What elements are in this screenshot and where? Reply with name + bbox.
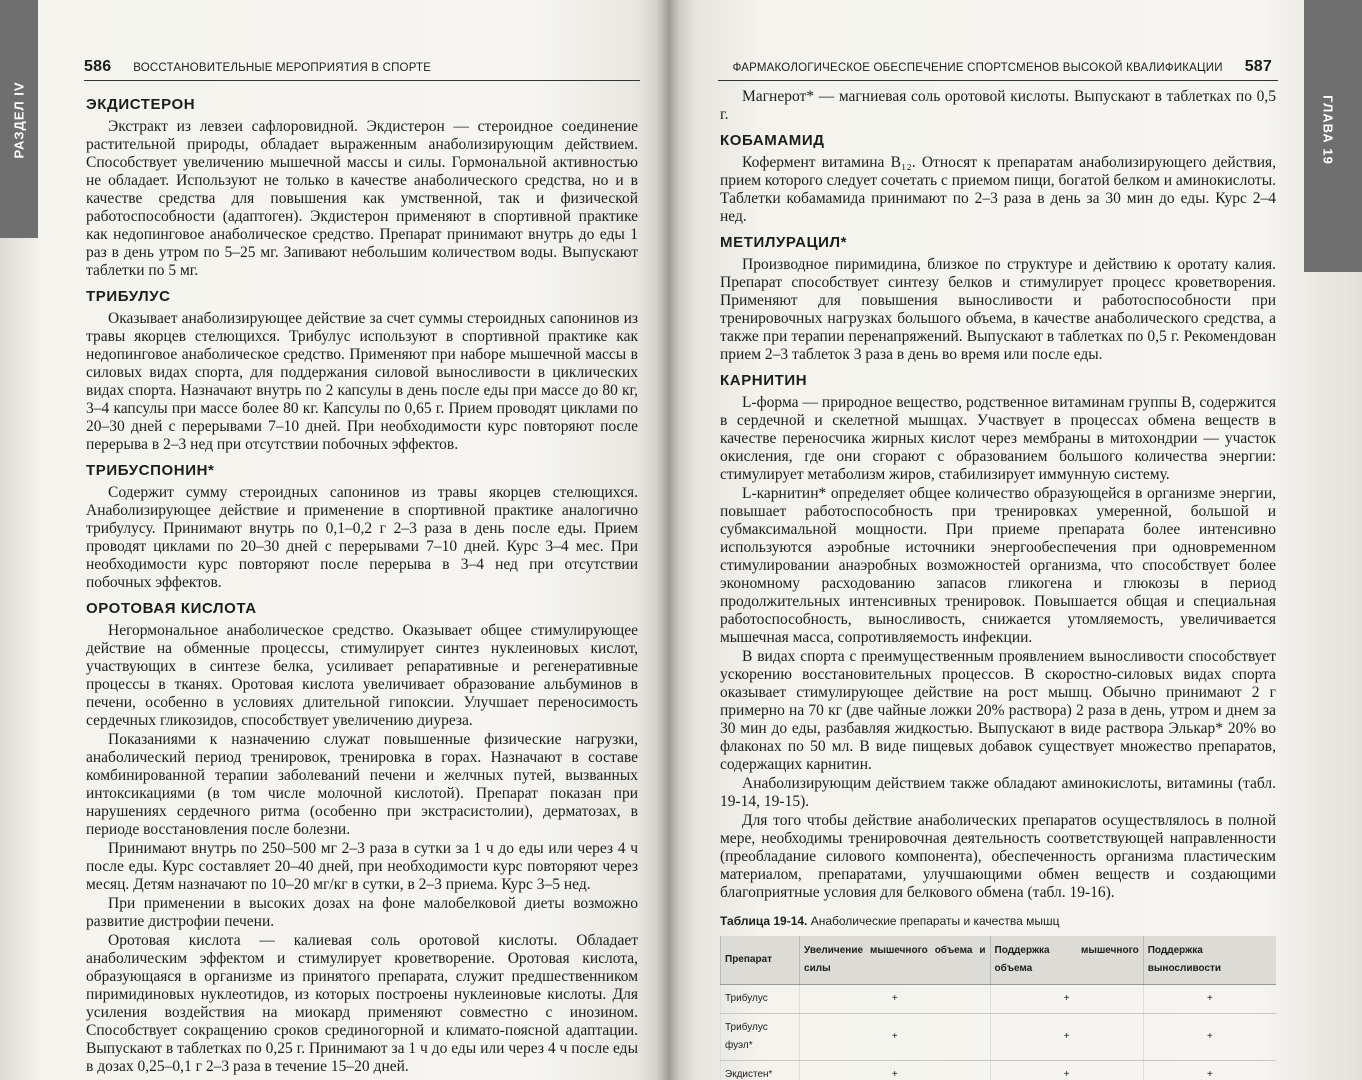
paragraph: L-форма — природное вещество, родственное витаминам группы B, содержится в сердечной и скелетной мышцах. Участвует в процессах обмена веществ в качестве переносчика жирных кислот через мембраны в митохондрии — участок окисления, где они сгорают с образованием большого количества энергии: стимулирует метаболизм жиров, стабилизирует иммунную систему. [720,394,1276,483]
left-page-content [86,88,638,1077]
paragraph: L-карнитин* определяет общее количество образующейся в организме энергии, повышает работоспособность при тренировках умеренной, большой и субмаксимальной мощности. При приеме препарата более интенсивно используются аэробные источники энергообеспечения при одновременном стимулировании анаэробных возможностей организма, что способствует более экономному расходованию запасов гликогена и глюкозы в период продолжительных интенсивных тренировок. Повышается общая и специальная работоспособность, выносливость, снижается утомляемость, увеличивается мышечная масса, сопротивляемость инфекции. [720,485,1276,646]
table-cell: Трибулус [721,985,800,1014]
table-cell: + [1143,1014,1276,1061]
paragraph: Принимают внутрь по 250–500 мг 2–3 раза в сутки за 1 ч до еды или через 4 ч после еды. Курс составляет 20–40 дней, при необходимости курс повторяют через месяц. Детям назначают по 10–20 мг/кг в сутки, в 2–3 приема. Курс 3–5 нед. [86,840,638,893]
paragraph: Показаниями к назначению служат повышенные физические нагрузки, анаболический период тренировок, тренировка в горах. Назначают в составе комбинированной терапии заболеваний печени и желчных путей, вызванных интоксикациями (в том числе молочной кислотой). Препарат показан при нарушениях сердечного ритма (особенно при экстрасистолии), дерматозах, в периоде восстановления после болезни. [86,731,638,838]
right-header-rule [718,80,1278,81]
section-title: ТРИБУСПОНИН* [86,462,215,479]
section-tab-label: РАЗДЕЛ IV [11,81,27,159]
paragraph: Оротовая кислота — калиевая соль оротовой кислоты. Обладает анаболическим эффектом и стимулирует кроветворение. Оротовая кислота, образующаяся в организме из принятого препарата, служит предшественником пиримидиновых нуклеотидов, из которых построены нуклеиновые кислоты. Для усиления воздействия на миокард применяют совместно с инозином. Способствует сокращению сроков срединогорной и климато-поясной адаптации. Выпускают в таблетках по 0,25 г. Принимают за 1 ч до еды или через 4 ч после еды в дозах 0,25–0,1 г 2–3 раза в течение 15–20 дней. [86,932,638,1075]
table-cell: + [800,985,991,1014]
intro-paragraph: Магнерот* — магниевая соль оротовой кислоты. Выпускают в таблетках по 0,5 г. [720,88,1276,123]
right-page-content [720,88,1276,1080]
left-page [0,0,668,1080]
table-caption-label: Таблица 19-14. [720,914,808,928]
left-page-number: 586 [84,58,112,75]
left-header-rule [84,80,640,81]
table-row [721,1061,1277,1080]
table-cell: + [800,1061,991,1080]
section-title: КОБАМАМИД [720,132,825,149]
paragraph: При применении в высоких дозах на фоне малобелковой диеты возможно развитие дистрофии печени. [86,895,638,930]
table-row [721,985,1277,1014]
anabolic-table [720,936,1276,1080]
left-running-head [84,58,431,76]
paragraph: Экстракт из левзеи сафлоровидной. Экдистерон — стероидное соединение растительной природы, обладает выраженным анаболизирующим действием. Способствует увеличению мышечной массы и силы. Гормональной активностью не обладает. Используют не только в качестве анаболического средства, но и в качестве средства для повышения как умственной, так и физической работоспособности (адаптоген). Экдистерон применяют в спортивной практике как недопинговое анаболическое средство. Препарат принимают внутрь до еды 1 раз в день утром по 5–25 мг. Запивают небольшим количеством воды. Выпускают таблетки по 5 мг. [86,118,638,279]
section-title: ЭКДИСТЕРОН [86,96,196,113]
table-cell: + [800,1014,991,1061]
table-cell: + [990,1014,1143,1061]
section-title: ТРИБУЛУС [86,288,171,305]
table-body [721,985,1277,1080]
section-title: МЕТИЛУРАЦИЛ* [720,234,848,251]
table-caption-text: Анаболические препараты и качества мышц [810,914,1060,928]
paragraph: Для того чтобы действие анаболических препаратов осуществлялось в полной мере, необходимы тренировочная деятельность соответствующей направленности (преобладание силового компонента), обеспеченность организма пластическим материалом, препаратами, улучшающими обмен веществ и создающими благоприятные условия для белкового обмена (табл. 19-16). [720,812,1276,901]
section-title: КАРНИТИН [720,372,808,389]
paragraph: Производное пиримидина, близкое по структуре и действию к оротату калия. Препарат способствует синтезу белков и стимулирует процесс кроветворения. Применяют для повышения выносливости и работоспособности при тренировочных нагрузках большого объема, в качестве анаболического средства, а также при терапии перенапряжений. Выпускают в таблетках по 0,5 г. Рекомендован прием 2–3 таблеток 3 раза в день во время или после еды. [720,256,1276,363]
table-cell: + [1143,985,1276,1014]
table-header-row [721,936,1277,985]
right-sections [720,132,1276,902]
paragraph: Кофермент витамина B₁₂. Относят к препаратам анаболизирующего действия, прием которого следует сочетать с приемом пищи, богатой белком и аминокислоты. Таблетки кобамамида принимают по 2–3 раза в день за 30 мин до еды. Курс 2–4 нед. [720,154,1276,225]
section-tab [0,0,38,238]
right-running-title: ФАРМАКОЛОГИЧЕСКОЕ ОБЕСПЕЧЕНИЕ СПОРТСМЕНОВ ВЫСОКОЙ КВАЛИФИКАЦИИ [732,62,1223,74]
paragraph: Содержит сумму стероидных сапонинов из травы якорцев стелющихся. Анаболизирующее действие и применение в спортивной практике аналогично трибулусу. Принимают внутрь по 0,1–0,2 г 2–3 раза в день после еды. Прием проводят циклами по 20–30 дней с перерывами 7–10 дней. Курс 3–4 мес. При необходимости курс повторяют после перерыва в 3–4 нед при отсутствии побочных эффектов. [86,484,638,591]
table-cell: Трибулус фуэл* [721,1014,800,1061]
table-cell: Экдистен* [721,1061,800,1080]
table-header-cell: Поддержка мышечного объема [990,936,1143,985]
section-title: ОРОТОВАЯ КИСЛОТА [86,600,257,617]
table-caption [720,912,1276,930]
table-header-cell: Поддержка выносливости [1143,936,1276,985]
book-gutter [656,0,680,1080]
paragraph: В видах спорта с преимущественным проявлением выносливости способствует ускорению восстановительных процессов. В скоростно-силовых видах спорта оказывает стимулирующее действие на рост мышц. Обычно принимают 2 г примерно на 70 кг (две чайные ложки 20% раствора) 2 раза в день, утром и днем за 30 мин до еды, разбавляя жидкостью. Выпускают в виде раствора Элькар* 20% во флаконах по 50 мл. В виде пищевых добавок существует множество препаратов, содержащих карнитин. [720,648,1276,773]
table-header-cell: Препарат [721,936,800,985]
table-cell: + [1143,1061,1276,1080]
table-cell: + [990,1061,1143,1080]
chapter-tab [1304,0,1362,272]
paragraph: Анаболизирующим действием также обладают аминокислоты, витамины (табл. 19-14, 19-15). [720,775,1276,810]
right-page-number: 587 [1244,58,1272,75]
right-page [668,0,1362,1080]
table-header-cell: Увеличение мышечного объема и силы [800,936,991,985]
right-running-head [733,58,1272,76]
left-running-title: ВОССТАНОВИТЕЛЬНЫЕ МЕРОПРИЯТИЯ В СПОРТЕ [133,62,432,74]
chapter-tab-label: ГЛАВА 19 [1320,95,1336,165]
paragraph: Негормональное анаболическое средство. Оказывает общее стимулирующее действие на обменные процессы, стимулирует синтез нуклеиновых кислот, участвующих в синтезе белка, усиливает репаративные и регенеративные процессы в тканях. Оротовая кислота увеличивает образование альбуминов в печени, особенно в условиях длительной гипоксии. Улучшает переносимость сердечных гликозидов, способствует увеличению диуреза. [86,622,638,729]
paragraph: Оказывает анаболизирующее действие за счет суммы стероидных сапонинов из травы якорцев стелющихся. Трибулус используют в спортивной практике как недопинговое анаболическое средство. Применяют при наборе мышечной массы в силовых видах спорта, для поддержания силовой выносливости в циклических видах спорта. Назначают внутрь по 2 капсулы в день после еды при массе до 80 кг, 3–4 капсулы при массе более 80 кг. Капсулы по 0,65 г. Прием проводят циклами по 20–30 дней с перерывами 7–10 дней. При необходимости курс повторяют после перерыва в 2–3 нед при отсутствии побочных эффектов. [86,310,638,453]
table-cell: + [990,985,1143,1014]
table-row [721,1014,1277,1061]
